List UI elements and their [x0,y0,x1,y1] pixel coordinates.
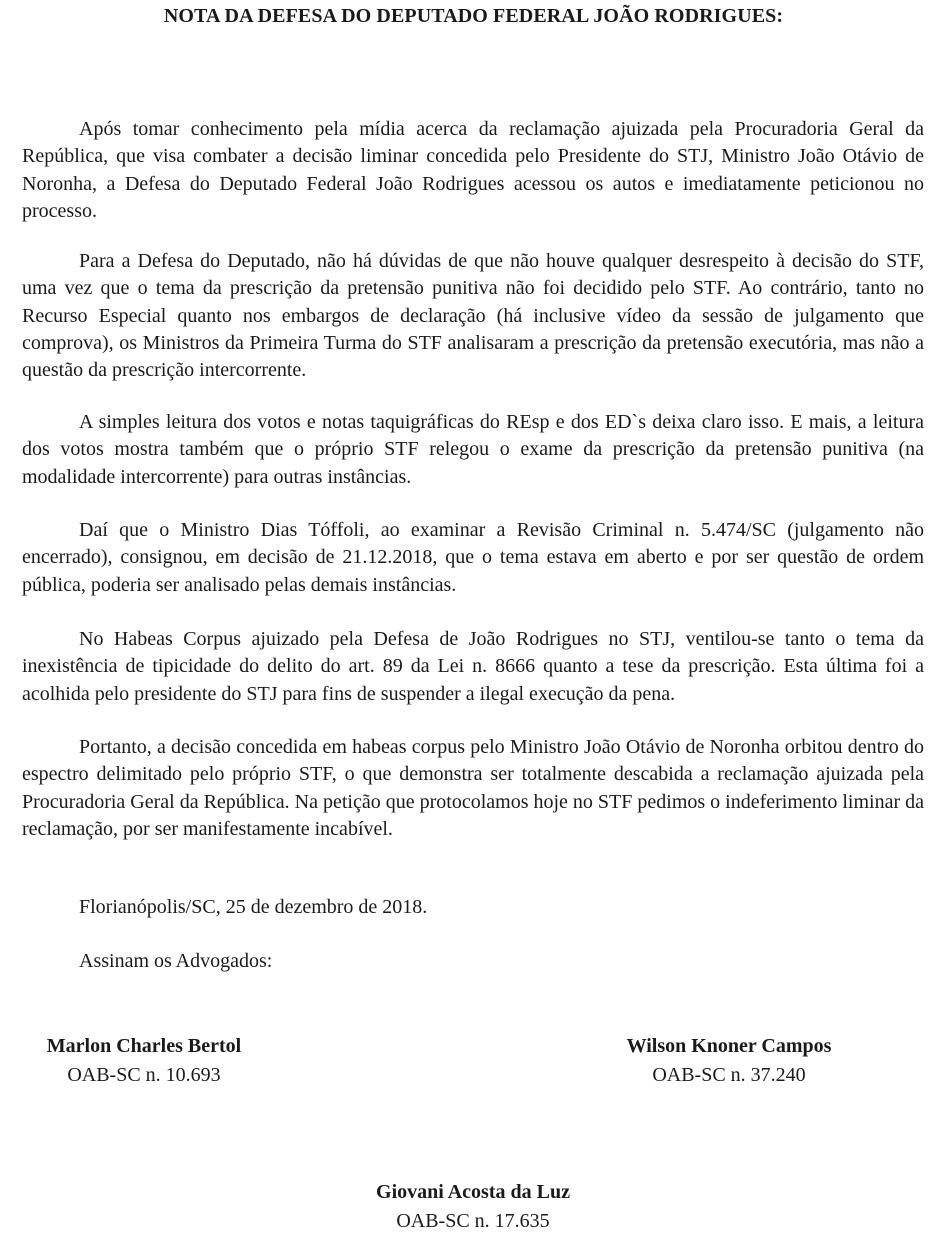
paragraph-3: A simples leitura dos votos e notas taquigráficas do REsp e dos ED`s deixa claro isso. E mais, a leitura dos votos mostra também que o próprio STF relegou o exame da prescrição da pretensão punitiva (na modalidade intercorrente) para outras instâncias. [22,411,924,488]
document-title: NOTA DA DEFESA DO DEPUTADO FEDERAL JOÃO RODRIGUES: [163,5,784,27]
signatory-name: Giovani Acosta da Luz [376,1181,570,1203]
paragraph-4: Daí que o Ministro Dias Tóffoli, ao examinar a Revisão Criminal n. 5.474/SC (julgamento não encerrado), consignou, em decisão de 21.12.2018, que o tema estava em aberto e por ser questão de ordem pública, poderia ser analisado pelas demais instâncias. [22,519,924,596]
paragraph-6: Portanto, a decisão concedida em habeas corpus pelo Ministro João Otávio de Noronha orbitou dentro do espectro delimitado pelo próprio STF, o que demonstra ser totalmente descabida a reclamação ajuizada pela Procuradoria Geral da República. Na petição que protocolamos hoje no STF pedimos o indeferimento liminar da reclamação, por ser manifestamente incabível. [22,736,924,840]
signatory-oab: OAB-SC n. 37.240 [652,1064,806,1086]
paragraph-1: Após tomar conhecimento pela mídia acerca da reclamação ajuizada pela Procuradoria Geral da República, que visa combater a decisão liminar concedida pelo Presidente do STJ, Ministro João Otávio de Noronha, a Defesa do Deputado Federal João Rodrigues acessou os autos e imediatamente peticionou no processo. [22,118,924,222]
signature-block-luz [338,1178,608,1236]
signatory-oab: OAB-SC n. 10.693 [67,1064,221,1086]
signature-block-bertol [22,1032,266,1090]
signed-by-line: Assinam os Advogados: [79,950,273,972]
signatory-oab: OAB-SC n. 17.635 [396,1210,550,1232]
signature-block-campos [598,1032,860,1090]
signatory-name: Marlon Charles Bertol [46,1035,242,1057]
paragraph-2: Para a Defesa do Deputado, não há dúvidas de que não houve qualquer desrespeito à decisão do STF, uma vez que o tema da prescrição da pretensão punitiva não foi decidido pelo STF. Ao contrário, tanto no Recurso Especial quanto nos embargos de declaração (há inclusive vídeo da sessão de julgamento que comprova), os Ministros da Primeira Turma do STF analisaram a prescrição da pretensão executória, mas não a questão da prescrição intercorrente. [22,250,924,382]
signatory-name: Wilson Knoner Campos [626,1035,832,1057]
paragraph-5: No Habeas Corpus ajuizado pela Defesa de João Rodrigues no STJ, ventilou-se tanto o tema da inexistência de tipicidade do delito do art. 89 da Lei n. 8666 quanto a tese da prescrição. Esta última foi a acolhida pelo presidente do STJ para fins de suspender a ilegal execução da pena. [22,628,924,705]
date-line: Florianópolis/SC, 25 de dezembro de 2018. [79,896,428,918]
